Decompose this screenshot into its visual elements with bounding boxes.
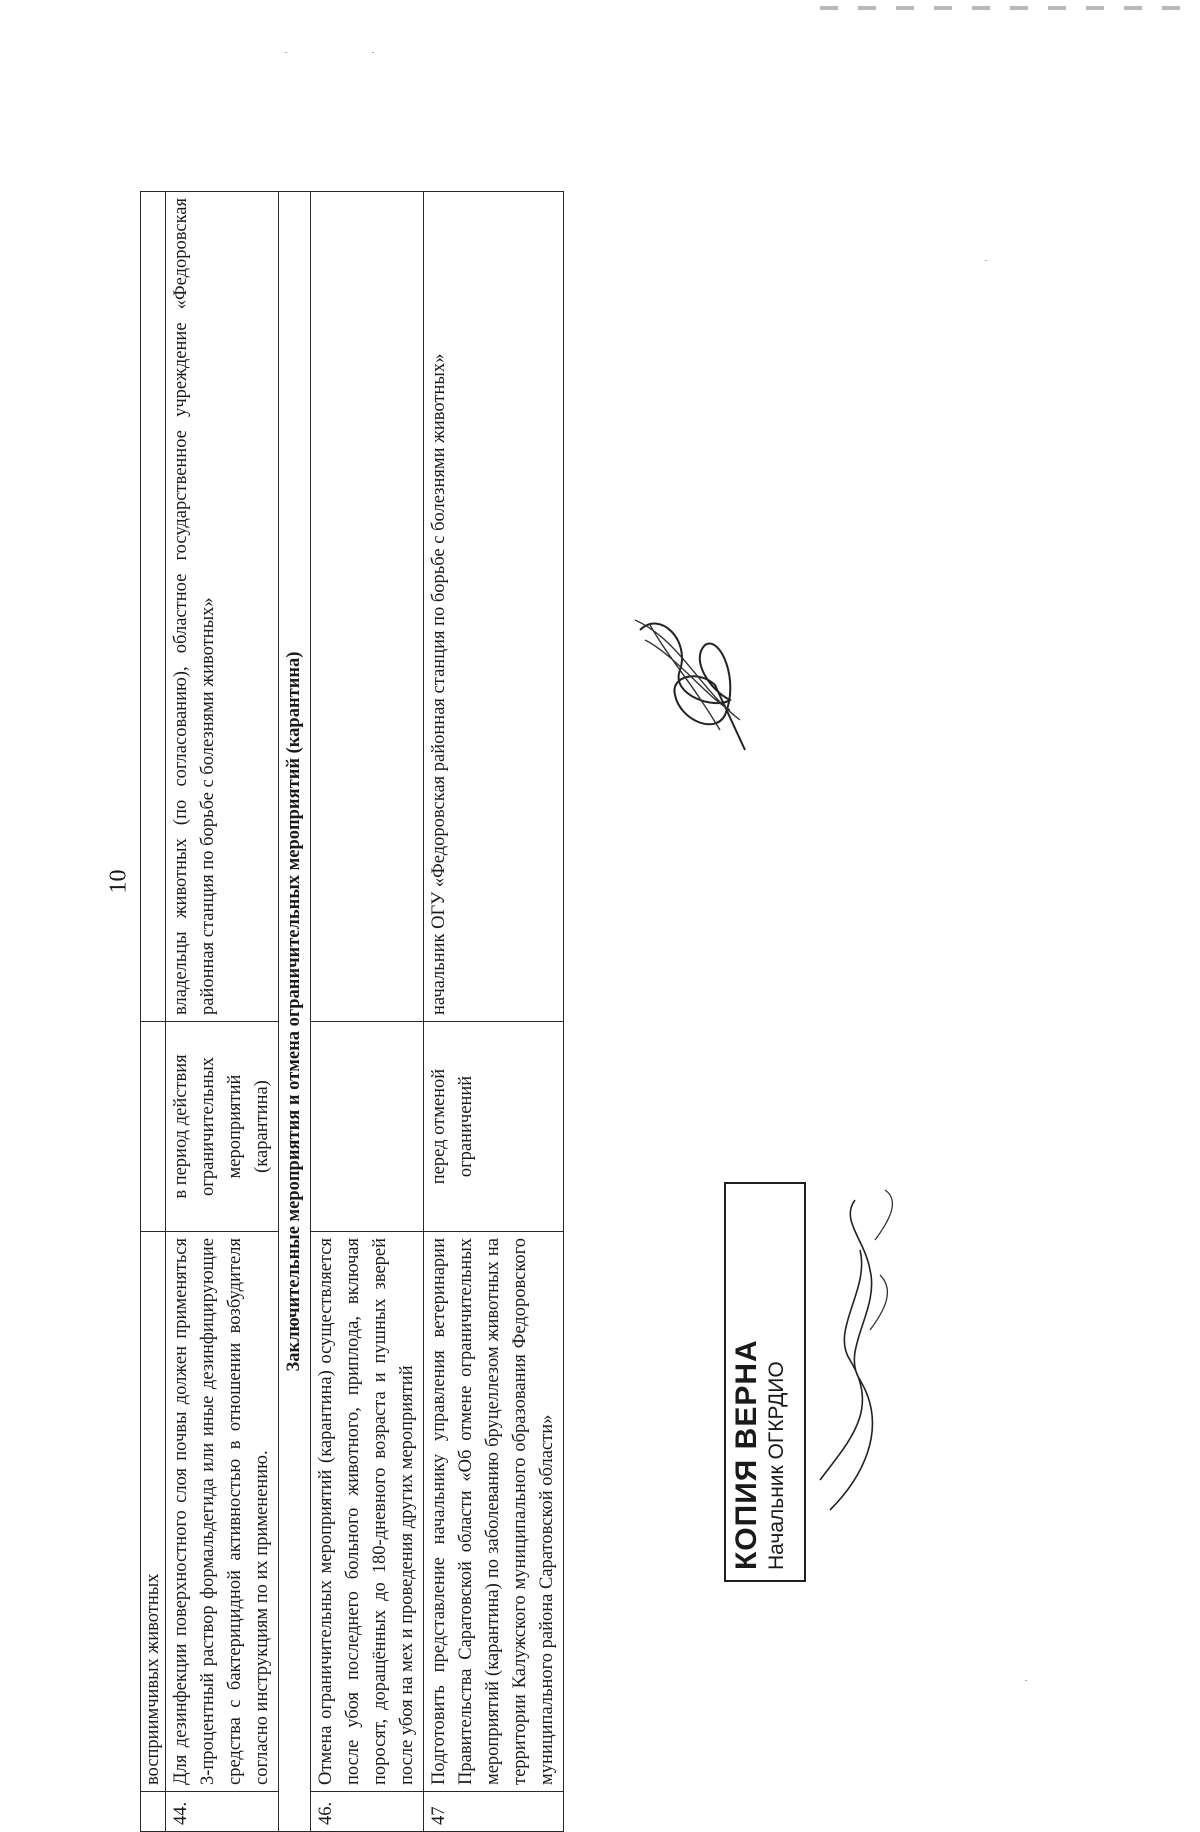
cell-term xyxy=(141,1022,166,1232)
cell-num xyxy=(141,1792,166,1832)
cell-action: Отмена ограничительных мероприятий (карантина) осуществляется после убоя последнего больного животного, приплода, включая поросят, доращённых до 180-дневного возраста и пушных зверей после убоя на мех и проведения других мероприятий xyxy=(311,1232,424,1792)
cell-action: Подготовить представление начальнику управления ветеринарии Правительства Саратовской области «Об отмене ограничительных мероприятий (карантина) по заболеванию бруцеллезом животных на территории Калужского муниципального образования Федоровского муниципального района Саратовской области» xyxy=(424,1232,564,1792)
cell-responsible: начальник ОГУ «Федоровская районная станция по борьбе с болезнями животных» xyxy=(424,192,564,1022)
certified-copy-stamp xyxy=(724,1182,806,1582)
table-row xyxy=(166,192,279,1832)
stamp-position: Начальник ОГКРДИО xyxy=(765,1361,788,1570)
section-title: Заключительные мероприятия и отмена ограничительных мероприятий (карантина) xyxy=(279,192,311,1832)
cell-term xyxy=(311,1022,424,1232)
stamp-signature xyxy=(800,1180,910,1530)
signature-scribble xyxy=(620,600,770,760)
measures-table xyxy=(140,191,564,1832)
cell-action: Для дезинфекции поверхностного слоя почвы должен применяться 3-процентный раствор формальдегида или иные дезинфицирующие средства с бактерицидной активностью в отношении возбудителя согласно инструкциям по их применению. xyxy=(166,1232,279,1792)
table-row xyxy=(141,192,166,1832)
cell-responsible xyxy=(141,192,166,1022)
scan-speck xyxy=(285,52,287,53)
table-row xyxy=(424,192,564,1832)
scan-speck xyxy=(372,52,374,53)
cell-responsible xyxy=(311,192,424,1022)
cell-num: 44. xyxy=(166,1792,279,1832)
scan-speck xyxy=(1025,1680,1027,1681)
rotated-table-container xyxy=(140,192,635,1832)
page-number: 10 xyxy=(105,869,132,894)
cell-term: в период действия ограничительных мероприятий (карантина) xyxy=(166,1022,279,1232)
table-row xyxy=(311,192,424,1832)
cell-num: 46. xyxy=(311,1792,424,1832)
cell-action: восприимчивых животных xyxy=(141,1232,166,1792)
cell-responsible: владельцы животных (по согласованию), областное государственное учреждение «Федоровская районная станция по борьбе с болезнями животных» xyxy=(166,192,279,1022)
cell-term: перед отменой ограничений xyxy=(424,1022,564,1232)
cell-num: 47 xyxy=(424,1792,564,1832)
scan-edge-artifact xyxy=(820,6,1180,10)
stamp-title: КОПИЯ ВЕРНА xyxy=(730,1339,763,1570)
scan-speck xyxy=(985,260,987,261)
section-row xyxy=(279,192,311,1832)
